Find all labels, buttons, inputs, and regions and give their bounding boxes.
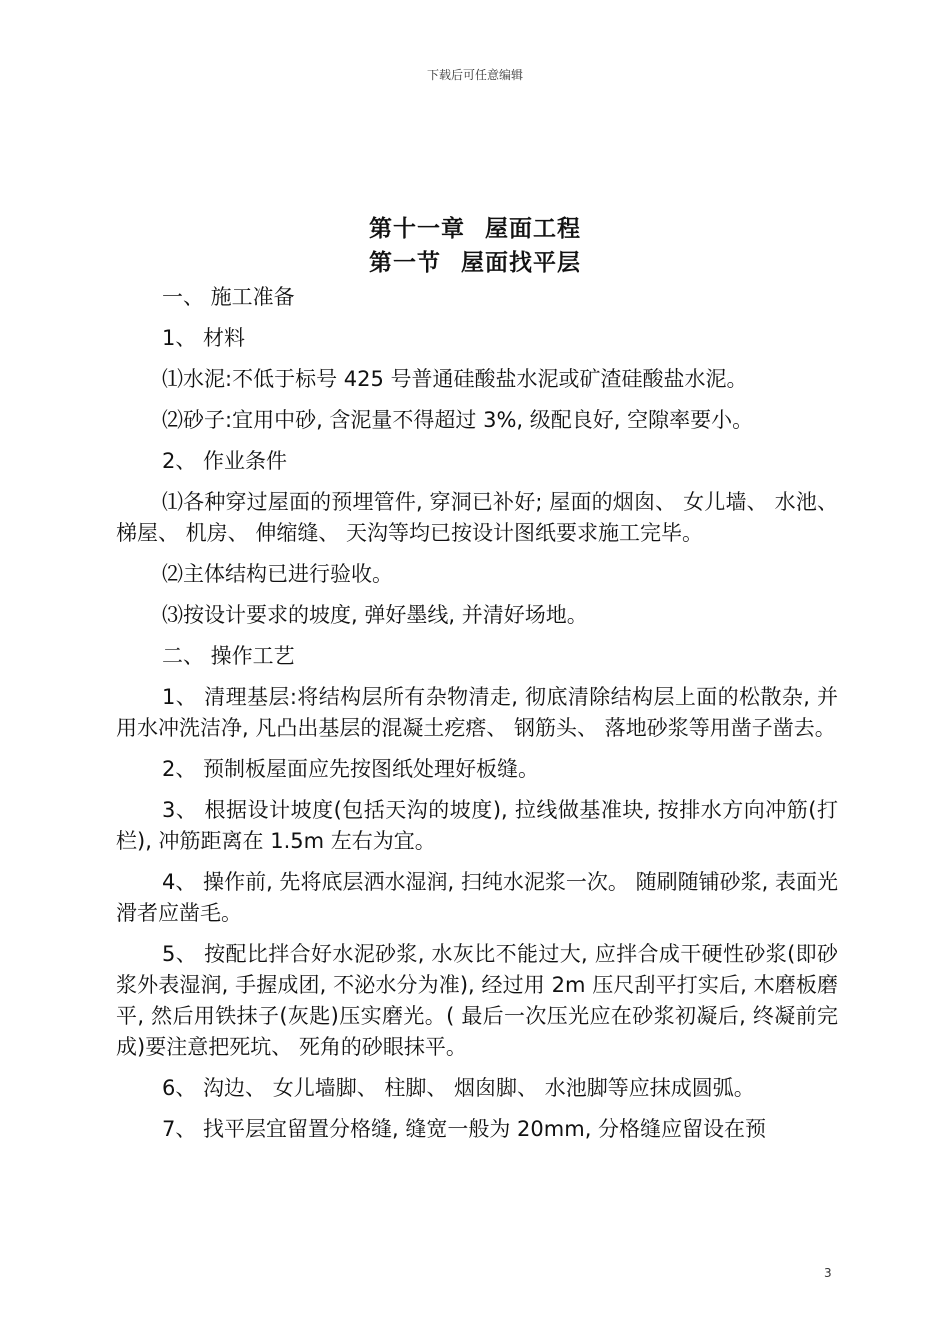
paragraph-conditions-2: ⑵主体结构已进行验收。 xyxy=(162,562,393,586)
paragraph-step-7: 7、 找平层宜留置分格缝, 缝宽一般为 20mm, 分格缝应留设在预 xyxy=(162,1117,767,1141)
subheading-work-conditions: 2、 作业条件 xyxy=(162,449,288,473)
heading-preparation: 一、 施工准备 xyxy=(162,285,295,309)
paragraph-step-5: 5、 按配比拌合好水泥砂浆, 水灰比不能过大, 应拌合成干硬性砂浆(即砂浆外表湿润, 手握成团, 不泌水分为准), 经过用 2m 压尺刮平打实后, 木磨板磨平, 然后用铁抹子(灰匙)压实磨光。( 最后一次压光应在砂浆初凝后, 终凝前完成)要注意把死坑、 死角的砂眼抹平。 xyxy=(116,942,838,1059)
chapter-name: 屋面工程 xyxy=(485,216,581,242)
title-block xyxy=(0,212,950,280)
paragraph-step-2: 2、 预制板屋面应先按图纸处理好板缝。 xyxy=(162,757,540,781)
heading-process: 二、 操作工艺 xyxy=(162,644,295,668)
paragraph-cement: ⑴水泥:不低于标号 425 号普通硅酸盐水泥或矿渣硅酸盐水泥。 xyxy=(162,367,748,391)
chapter-number: 第十一章 xyxy=(369,216,465,242)
page-header: 下载后可任意编辑 xyxy=(426,68,523,82)
document-body xyxy=(116,282,838,1155)
section-title xyxy=(0,246,950,280)
subheading-materials: 1、 材料 xyxy=(162,326,246,350)
paragraph-step-1: 1、 清理基层:将结构层所有杂物清走, 彻底清除结构层上面的松散杂, 并用水冲洗洁净, 凡凸出基层的混凝土疙瘩、 钢筋头、 落地砂浆等用凿子凿去。 xyxy=(116,685,838,740)
paragraph-conditions-1: ⑴各种穿过屋面的预埋管件, 穿洞已补好; 屋面的烟囱、 女儿墙、 水池、 梯屋、 机房、 伸缩缝、 天沟等均已按设计图纸要求施工完毕。 xyxy=(116,490,838,545)
paragraph-conditions-3: ⑶按设计要求的坡度, 弹好墨线, 并清好场地。 xyxy=(162,603,588,627)
paragraph-step-3: 3、 根据设计坡度(包括天沟的坡度), 拉线做基准块, 按排水方向冲筋(打栏), 冲筋距离在 1.5m 左右为宜。 xyxy=(116,798,838,853)
section-number: 第一节 xyxy=(369,250,441,276)
paragraph-sand: ⑵砂子:宜用中砂, 含泥量不得超过 3%, 级配良好, 空隙率要小。 xyxy=(162,408,754,432)
section-name: 屋面找平层 xyxy=(461,250,581,276)
page-number: 3 xyxy=(824,1266,832,1280)
paragraph-step-6: 6、 沟边、 女儿墙脚、 柱脚、 烟囱脚、 水池脚等应抹成圆弧。 xyxy=(162,1076,755,1100)
chapter-title xyxy=(0,212,950,246)
paragraph-step-4: 4、 操作前, 先将底层洒水湿润, 扫纯水泥浆一次。 随刷随铺砂浆, 表面光滑者应凿毛。 xyxy=(116,870,838,925)
